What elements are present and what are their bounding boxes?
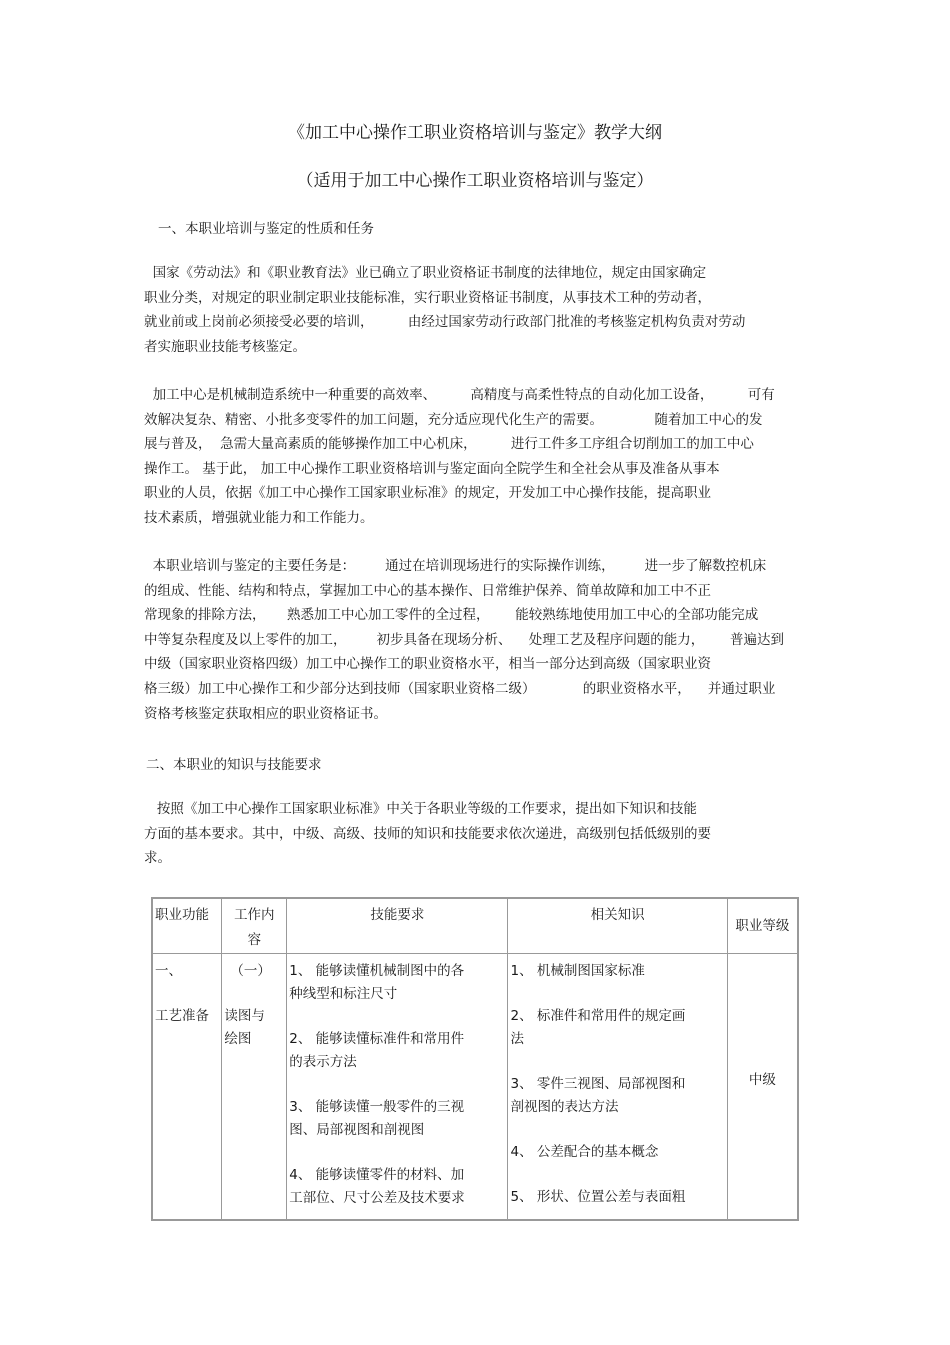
cell-function: 一、 工艺准备 — [152, 954, 222, 1220]
section-heading-1: 一、本职业培训与鉴定的性质和任务 — [158, 221, 374, 237]
text-line: 中等复杂程度及以上零件的加工， 初步具备在现场分析、 处理工艺及程序问题的能力， 普遍达到 — [144, 631, 784, 648]
text-line: 资格考核鉴定获取相应的职业资格证书。 — [144, 705, 387, 722]
text-line: 者实施职业技能考核鉴定。 — [144, 338, 306, 355]
document-title: 《加工中心操作工职业资格培训与鉴定》教学大纲 — [288, 123, 662, 143]
text-line: 职业分类，对规定的职业制定职业技能标准，实行职业资格证书制度，从事技术工种的劳动者， — [144, 289, 711, 306]
cell-skills: 1、 能够读懂机械制图中的各 种线型和标注尺寸 2、 能够读懂标准件和常用件 的表示方法 3、 能够读懂一般零件的三视 图、局部视图和剖视图 4、 能够读懂零件的材料、加 工部位、尺寸公差及技术要求 — [287, 954, 508, 1220]
header-skills: 技能要求 — [287, 898, 508, 954]
header-content: 工作内容 — [222, 898, 287, 954]
text-line: 方面的基本要求。其中，中级、高级、技师的知识和技能要求依次递进，高级别包括低级别的要 — [144, 825, 711, 842]
text-line: 国家《劳动法》和《职业教育法》业已确立了职业资格证书制度的法律地位，规定由国家确定 — [144, 265, 707, 281]
paragraph-main-tasks — [144, 554, 804, 726]
paragraph-requirements — [144, 797, 804, 871]
text-line: 格三级）加工中心操作工和少部分达到技师（国家职业资格二级） 的职业资格水平， 并通过职业 — [144, 680, 776, 697]
text-line: 按照《加工中心操作工国家职业标准》中关于各职业等级的工作要求，提出如下知识和技能 — [144, 801, 697, 817]
text-line: 求。 — [144, 850, 171, 867]
table-row — [152, 954, 798, 1220]
document-subtitle: （适用于加工中心操作工职业资格培训与鉴定） — [296, 171, 654, 191]
header-level: 职业等级 — [727, 898, 798, 954]
cell-content: （一） 读图与绘图 — [222, 954, 287, 1220]
text-line: 技术素质，增强就业能力和工作能力。 — [144, 509, 374, 526]
cell-level: 中级 — [727, 954, 798, 1220]
text-line: 中级（国家职业资格四级）加工中心操作工的职业资格水平，相当一部分达到高级（国家职业资 — [144, 656, 711, 673]
paragraph-law-basis — [144, 261, 804, 359]
table-header-row — [152, 898, 798, 954]
text-line: 常现象的排除方法， 熟悉加工中心加工零件的全过程， 能较熟练地使用加工中心的全部功能完成 — [144, 607, 759, 624]
text-line: 效解决复杂、精密、小批多变零件的加工问题，充分适应现代化生产的需要。 随着加工中心的发 — [144, 411, 763, 428]
text-line: 加工中心是机械制造系统中一种重要的高效率、 高精度与高柔性特点的自动化加工设备， 可有 — [144, 387, 775, 403]
text-line: 就业前或上岗前必须接受必要的培训， 由经过国家劳动行政部门批准的考核鉴定机构负责对劳动 — [144, 314, 746, 331]
text-line: 本职业培训与鉴定的主要任务是： 通过在培训现场进行的实际操作训练， 进一步了解数控机床 — [144, 558, 767, 574]
requirements-table — [151, 897, 799, 1221]
header-knowledge: 相关知识 — [508, 898, 727, 954]
section-heading-2: 二、本职业的知识与技能要求 — [146, 757, 322, 773]
text-line: 操作工。 基于此， 加工中心操作工职业资格培训与鉴定面向全院学生和全社会从事及准备从事本 — [144, 460, 720, 477]
text-line: 的组成、性能、结构和特点，掌握加工中心的基本操作、日常维护保养、简单故障和加工中不正 — [144, 582, 711, 599]
cell-knowledge: 1、 机械制图国家标准 2、 标准件和常用件的规定画 法 3、 零件三视图、局部视图和 剖视图的表达方法 4、 公差配合的基本概念 5、 形状、位置公差与表面粗 — [508, 954, 727, 1220]
paragraph-machining-center — [144, 383, 804, 531]
text-line: 展与普及， 急需大量高素质的能够操作加工中心机床， 进行工件多工序组合切削加工的加工中心 — [144, 436, 754, 453]
text-line: 职业的人员，依据《加工中心操作工国家职业标准》的规定，开发加工中心操作技能，提高职业 — [144, 485, 711, 502]
header-function: 职业功能 — [152, 898, 222, 954]
